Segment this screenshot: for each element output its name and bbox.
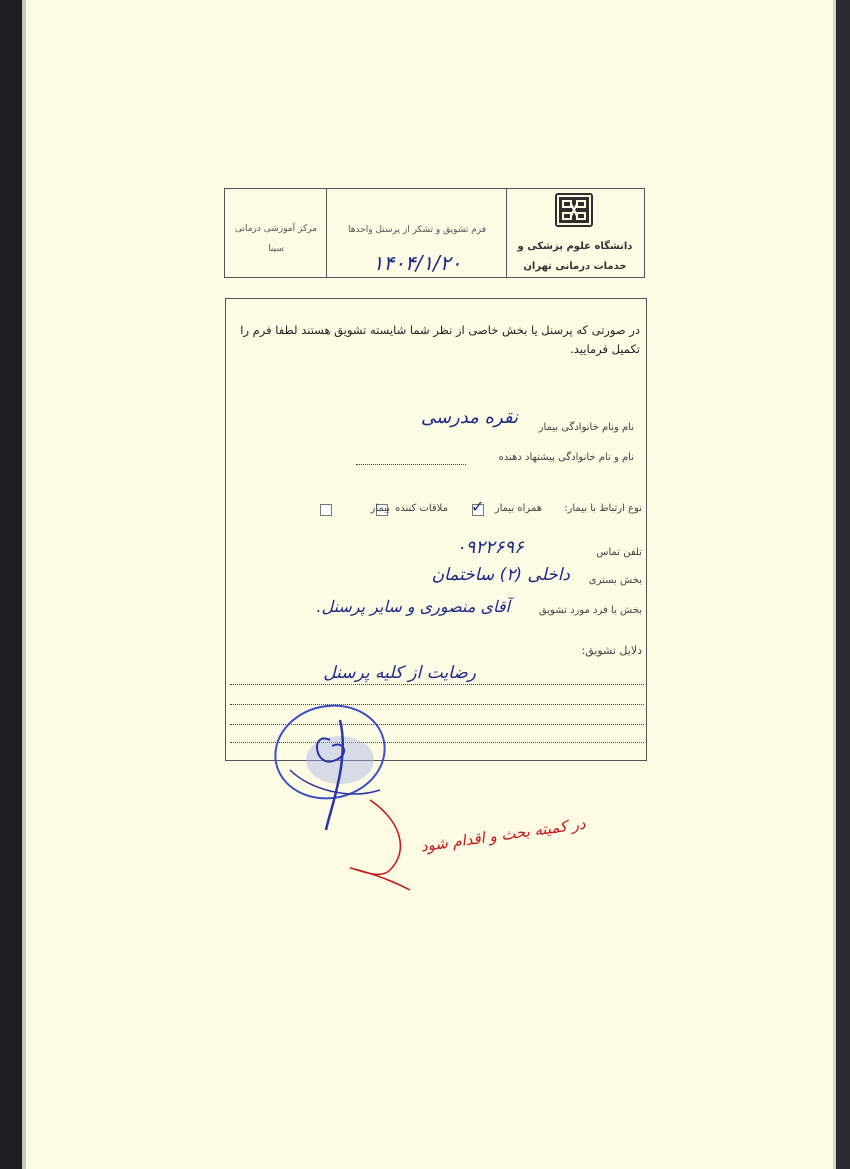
center-name: مرکز آموزشی درمانی سینا <box>234 224 318 254</box>
patient-name-value[interactable]: نقره مدرسی <box>420 407 518 428</box>
staff-value[interactable]: آقای منصوری و سایر پرسنل. <box>316 597 510 616</box>
reasons-label: دلایل تشویق: <box>581 644 642 657</box>
form-date: ۱۴۰۴/۱/۲۰ <box>372 251 462 275</box>
phone-label: تلفن تماس <box>596 547 642 558</box>
patient-name-label: نام ونام خانوادگی بیمار <box>538 422 634 433</box>
relation-label: نوع ارتباط با بیمار: <box>564 503 642 514</box>
scan-border-left <box>0 0 22 1169</box>
header-center-cell <box>225 189 327 277</box>
relation-option-companion-label: همراه بیمار <box>494 503 542 514</box>
form-intro: در صورتی که پرسنل یا بخش خاصی از نظر شما شایسته تشویق هستند لطفا فرم را تکمیل فرمایید. <box>240 323 640 356</box>
proposer-name-field[interactable] <box>356 463 466 465</box>
proposer-name-label: نام و نام خانوادگی پیشنهاد دهنده <box>498 452 634 463</box>
relation-option-visitor-label: ملاقات کننده <box>394 503 448 514</box>
check-mark-icon: ✓ <box>471 497 485 516</box>
form-body <box>225 298 647 761</box>
ward-value[interactable]: داخلی (۲) ساختمان <box>431 565 570 585</box>
reasons-value[interactable]: رضایت از کلیه پرسنل <box>323 663 476 683</box>
scan-border-right <box>836 0 850 1169</box>
relation-option-patient-checkbox[interactable] <box>320 504 332 516</box>
ward-label: بخش بستری <box>588 575 642 586</box>
staff-label: بخش یا فرد مورد تشویق <box>538 605 642 616</box>
red-ink-stroke-icon <box>340 790 420 904</box>
form-title: فرم تشویق و تشکر از پرسنل واحدها <box>347 225 487 235</box>
red-handwritten-note: در کمیته بحث و اقدام شود <box>419 814 587 856</box>
scan-border-left-inner <box>22 0 26 1169</box>
phone-value[interactable]: ۰۹۲۲۶۹۶ <box>456 537 524 558</box>
header-university-cell <box>507 189 644 277</box>
relation-option-patient-label: بیمار <box>370 503 390 514</box>
university-logo-icon <box>555 193 593 227</box>
reasons-line-1[interactable] <box>230 683 644 685</box>
form-header <box>224 188 645 278</box>
university-name: دانشگاه علوم پزشکی و خدمات درمانی تهران <box>517 241 633 272</box>
header-title-cell <box>327 189 507 277</box>
